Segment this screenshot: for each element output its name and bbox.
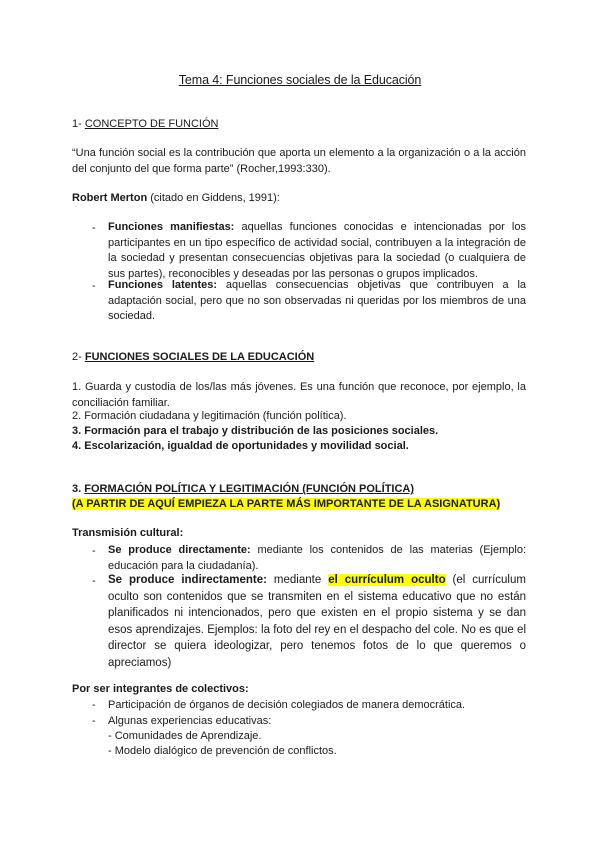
bullet-marker: - [92,545,96,557]
function-item-3: 3. Formación para el trabajo y distribución de las posiciones sociales. [72,425,439,437]
bullet-marker: - [92,715,96,727]
transmision-heading: Transmisión cultural: [72,527,184,539]
bullet-marker: - [92,575,96,587]
section-3-heading [72,483,414,495]
section-2-number: 2- [72,351,82,363]
sub-item-modelo-dialogico: - Modelo dialógico de prevención de conflictos. [108,745,337,757]
section-1-number: 1- [72,118,82,130]
bullet-funciones-latentes [108,278,526,325]
curriculum-oculto-highlight: el currículum oculto [328,574,446,586]
bullet-funciones-manifiestas [108,220,526,282]
bullet-definition: (el currículum oculto son contenidos que se transmiten en el sistema educativo que no están planificados ni intencionados, pero que existen en el propio sistema y se dan esos aprendizajes. Ejemplos: la foto del rey en el despacho del cole. No es que el director se quiera ideologizar, pero tenemos fotos de lo que queremos o apreciamos) [108,574,526,669]
author-citation: (citado en Giddens, 1991): [147,192,280,204]
bullet-term: Funciones manifiestas: [108,221,235,233]
bullet-marker: - [92,699,96,711]
page-title: Tema 4: Funciones sociales de la Educación [178,73,422,87]
section-2-title: FUNCIONES SOCIALES DE LA EDUCACIÓN [84,351,315,363]
definition-quote: “Una función social es la contribución que aporta un elemento a la organización o a la acción del conjunto del que forma parte” (Rocher,1993:330). [72,147,526,175]
bullet-definition: aquellas consecuencias objetivas que contribuyen a la adaptación social, pero que no son observadas ni queridas por los miembros de una sociedad. [108,279,526,322]
author-line [72,192,280,204]
bullet-term: Funciones latentes: [108,279,218,291]
function-item-2: 2. Formación ciudadana y legitimación (función política). [72,410,347,422]
bullet-marker: - [92,280,96,292]
author-name: Robert Merton [72,192,148,204]
colectivos-heading: Por ser integrantes de colectivos: [72,683,249,695]
important-notice [72,498,500,510]
section-2-heading [72,351,314,363]
bullet-definition: aquellas funciones conocidas e intencionadas por los participantes en un tipo específico de actividad social, contribuyen a la integración de la sociedad y presentan consecuencias objetivas para la sociedad (o cualquiera de sus partes), reconocibles y deseadas por las personas o grupos implicados. [108,221,526,280]
bullet-term: Se produce directamente: [108,544,251,556]
bullet-marker: - [92,222,96,234]
bullet-directamente [108,543,526,574]
bullet-indirectamente [108,572,526,671]
bullet-term: Se produce indirectamente: [108,574,267,586]
bullet-definition: mediante los contenidos de las materias (Ejemplo: educación para la ciudadanía). [108,544,527,572]
bullet-connector: mediante [266,574,329,586]
function-item-4: 4. Escolarización, igualdad de oportunidades y movilidad social. [72,440,409,452]
section-3-title: FORMACIÓN POLÍTICA Y LEGITIMACIÓN (FUNCIÓN POLÍTICA) [84,483,415,495]
bullet-experiencias: Algunas experiencias educativas: [108,715,272,727]
section-1-heading [72,118,218,130]
sub-item-comunidades: - Comunidades de Aprendizaje. [108,730,262,742]
important-notice-highlight: (A PARTIR DE AQUÍ EMPIEZA LA PARTE MÁS IMPORTANTE DE LA ASIGNATURA) [72,498,501,510]
section-1-title: CONCEPTO DE FUNCIÓN [84,118,219,130]
section-3-number: 3. [72,483,82,495]
function-item-1: 1. Guarda y custodia de los/las más jóvenes. Es una función que reconoce, por ejemplo, la conciliación familiar. [72,381,526,409]
bullet-participacion: Participación de órganos de decisión colegiados de manera democrática. [108,699,466,711]
